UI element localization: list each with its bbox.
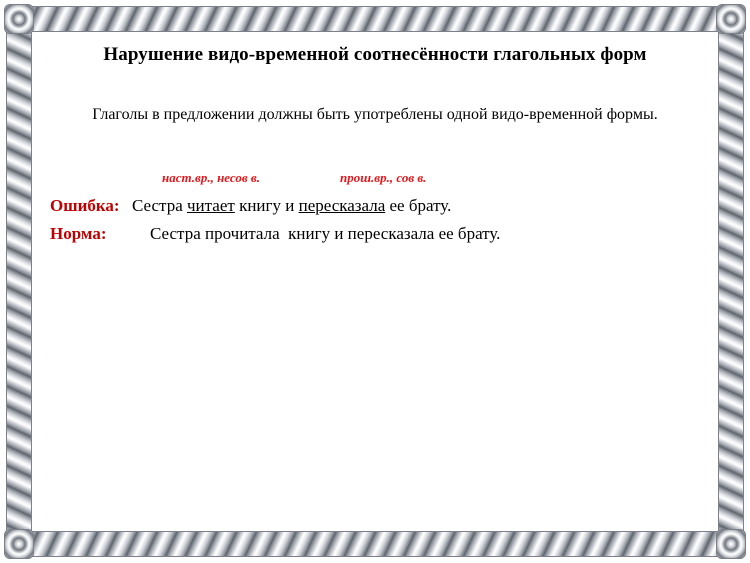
lead-paragraph: Глаголы в предложении должны быть употреблены одной видо-временной формы.: [92, 106, 658, 123]
error-row: [40, 196, 710, 216]
annotation-row: [40, 170, 710, 190]
error-text-part1: Сестра: [132, 196, 187, 215]
annotation-left: наст.вр., несов в.: [162, 170, 260, 185]
error-text-part3: ее брату.: [385, 196, 452, 215]
rope-border-right: [718, 6, 744, 557]
rope-corner-bottom-left: [4, 529, 34, 559]
norm-label: Норма:: [50, 224, 107, 243]
error-sentence: [132, 196, 451, 216]
norm-row: [40, 224, 710, 244]
norm-sentence: Сестра прочитала книгу и пересказала ее брату.: [150, 224, 501, 243]
error-verb-present: читает: [187, 196, 235, 215]
rope-corner-top-left: [4, 4, 34, 34]
error-verb-past: пересказала: [298, 196, 386, 215]
slide-content: [40, 30, 710, 525]
annotation-right: прош.вр., сов в.: [340, 170, 427, 185]
rope-corner-top-right: [716, 4, 746, 34]
rope-border-left: [6, 6, 32, 557]
error-label: Ошибка:: [50, 196, 120, 215]
page-title: Нарушение видо-временной соотнесённости глагольных форм: [103, 44, 647, 65]
example-block: [40, 170, 710, 244]
rope-border-bottom: [6, 531, 744, 557]
error-text-part2: книгу и: [234, 196, 299, 215]
rope-corner-bottom-right: [716, 529, 746, 559]
rope-border-top: [6, 6, 744, 32]
